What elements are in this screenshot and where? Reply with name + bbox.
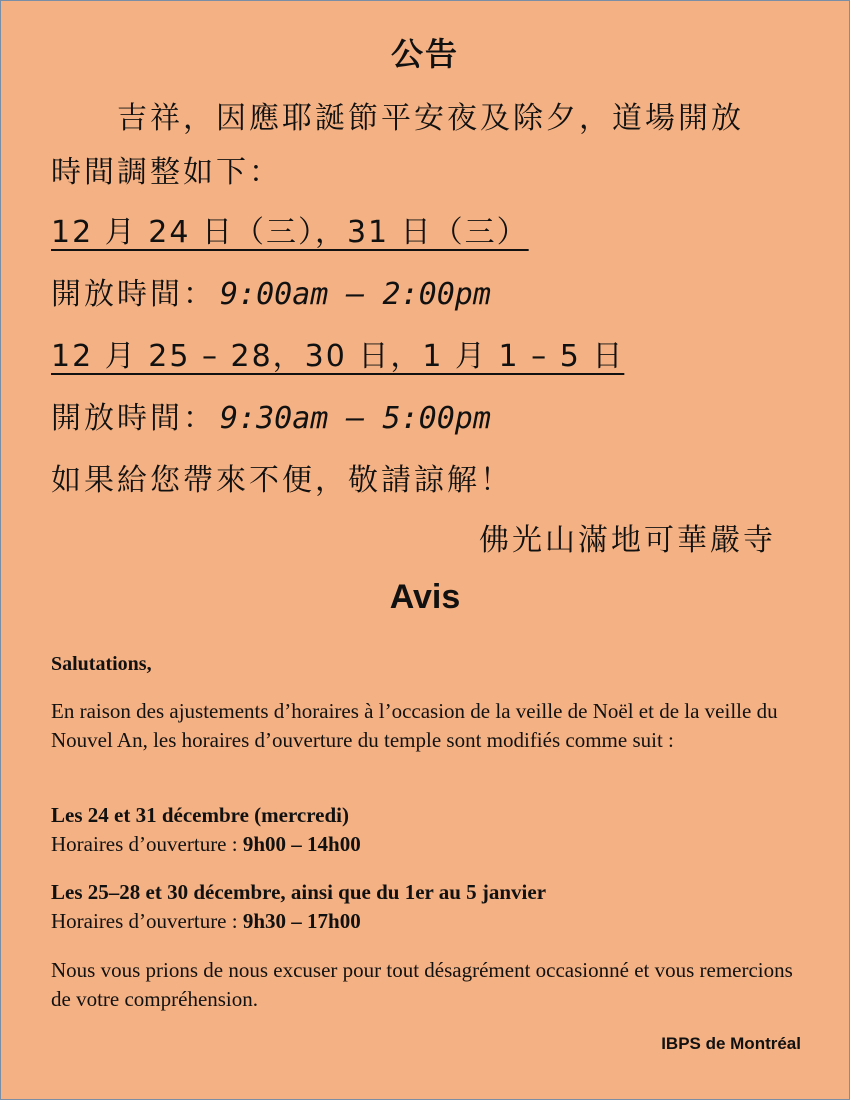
french-hours-time-1: 9h00 – 14h00: [242, 832, 361, 856]
chinese-signature: 佛光山滿地可華嚴寺: [479, 523, 776, 558]
french-closing-text: Nous vous prions de nous excuser pour tout désagrément occasionné et vous remercions de votre compréhension.: [51, 958, 793, 1011]
french-hours-time-2: 9h30 – 17h00: [242, 909, 361, 933]
chinese-hours-time-1: 9:00am – 2:00pm: [220, 277, 491, 312]
chinese-hours-row-2: [51, 393, 491, 437]
chinese-notice-title: 公告: [390, 35, 459, 73]
french-notice-title: Avis: [389, 578, 461, 616]
chinese-date-range-1: 12 月 24 日（三），31 日（三）: [51, 215, 529, 250]
french-greeting: Salutations,: [51, 653, 152, 675]
chinese-intro-line-2: 時間調整如下：: [51, 155, 282, 190]
french-signature: IBPS de Montréal: [661, 1034, 801, 1053]
chinese-hours-label: 開放時間：: [51, 277, 216, 312]
chinese-hours-label: 開放時間：: [51, 401, 216, 436]
chinese-date-range-2: 12 月 25 – 28，30 日，1 月 1 – 5 日: [51, 339, 625, 374]
chinese-intro-line-1: 吉祥，因應耶誕節平安夜及除夕，道場開放: [117, 101, 744, 136]
chinese-hours-time-2: 9:30am – 5:00pm: [220, 401, 491, 436]
french-date-range-1: Les 24 et 31 décembre (mercredi): [51, 803, 349, 827]
french-schedule-block-2: [51, 878, 811, 936]
french-hours-label: Horaires d’ouverture :: [51, 832, 243, 856]
french-hours-label: Horaires d’ouverture :: [51, 909, 243, 933]
french-date-range-2: Les 25–28 et 30 décembre, ainsi que du 1er au 5 janvier: [51, 880, 547, 904]
chinese-apology: 如果給您帶來不便，敬請諒解！: [51, 463, 513, 498]
chinese-hours-row-1: [51, 269, 491, 313]
french-schedule-block-1: [51, 801, 811, 859]
french-body-text: En raison des ajustements d’horaires à l’occasion de la veille de Noël et de la veille du Nouvel An, les horaires d’ouverture du temple sont modifiés comme suit :: [51, 699, 778, 752]
